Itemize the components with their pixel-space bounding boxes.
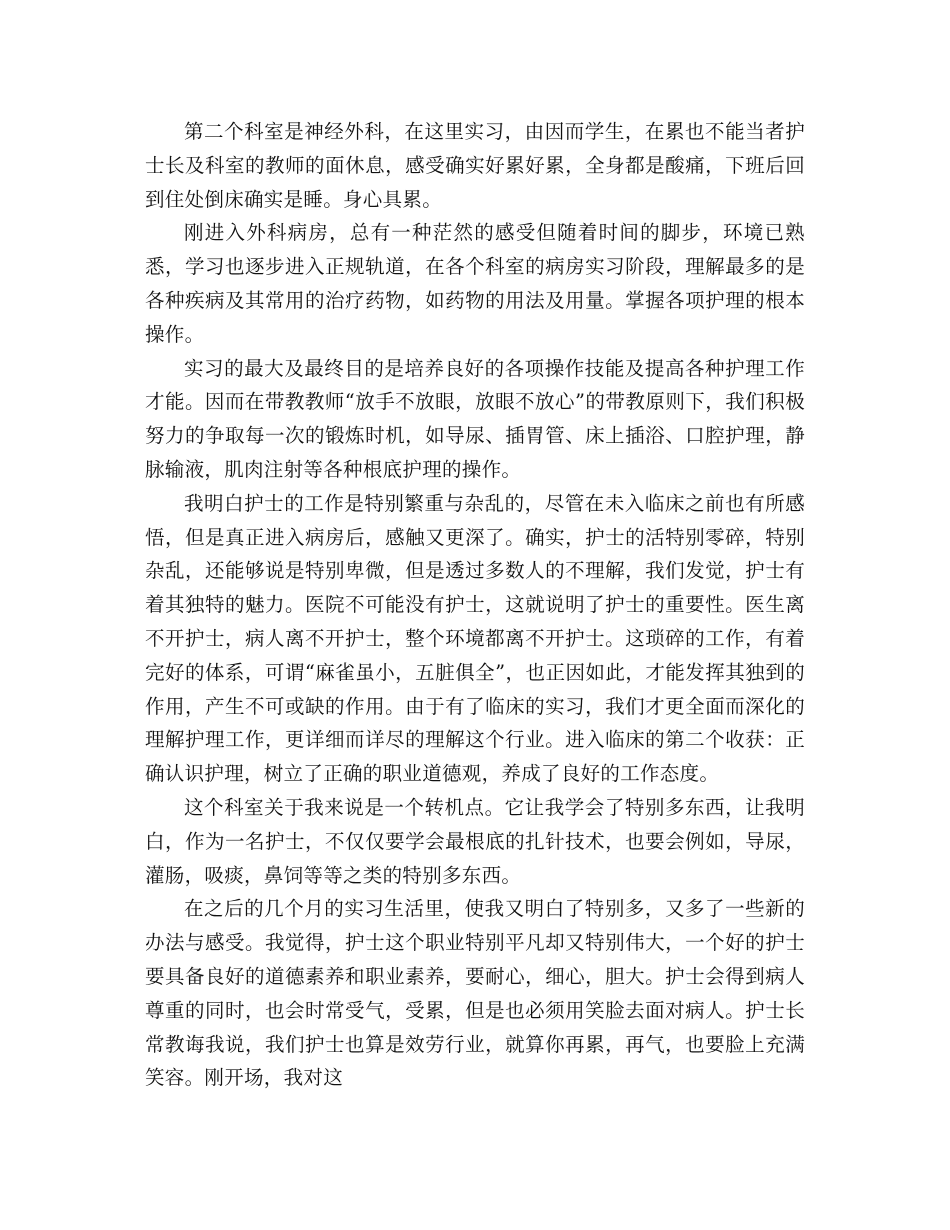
- document-body: [145, 115, 805, 1095]
- paragraph-3: 实习的最大及最终目的是培养良好的各项操作技能及提高各种护理工作才能。因而在带教教师“放手不放眼，放眼不放心”的带教原则下，我们积极努力的争取每一次的锻炼时机，如导尿、插胃管、床上插浴、口腔护理，静脉输液，肌肉注射等各种根底护理的操作。: [145, 356, 805, 481]
- paragraph-2: 刚进入外科病房，总有一种茫然的感受但随着时间的脚步，环境已熟悉，学习也逐步进入正规轨道，在各个科室的病房实习阶段，理解最多的是各种疾病及其常用的治疗药物，如药物的用法及用量。掌握各项护理的根本操作。: [145, 221, 805, 346]
- paragraph-1: 第二个科室是神经外科，在这里实习，由因而学生，在累也不能当者护士长及科室的教师的面休息，感受确实好累好累，全身都是酸痛，下班后回到住处倒床确实是睡。身心具累。: [145, 120, 805, 211]
- paragraph-6: 在之后的几个月的实习生活里，使我又明白了特别多，又多了一些新的办法与感受。我觉得，护士这个职业特别平凡却又特别伟大，一个好的护士要具备良好的道德素养和职业素养，要耐心，细心，胆大。护士会得到病人尊重的同时，也会时常受气，受累，但是也必须用笑脸去面对病人。护士长常教诲我说，我们护士也算是效劳行业，就算你再累，再气，也要脸上充满笑容。刚开场，我对这: [145, 897, 805, 1090]
- paragraph-4: 我明白护士的工作是特别繁重与杂乱的，尽管在未入临床之前也有所感悟，但是真正进入病房后，感触又更深了。确实，护士的活特别零碎，特别杂乱，还能够说是特别卑微，但是透过多数人的不理解，我们发觉，护士有着其独特的魅力。医院不可能没有护士，这就说明了护士的重要性。医生离不开护士，病人离不开护士，整个环境都离不开护士。这琐碎的工作，有着完好的体系，可谓“麻雀虽小，五脏俱全”，也正因如此，才能发挥其独到的作用，产生不可或缺的作用。由于有了临床的实习，我们才更全面而深化的理解护理工作，更详细而详尽的理解这个行业。进入临床的第二个收获：正确认识护理，树立了正确的职业道德观，养成了良好的工作态度。: [145, 491, 805, 786]
- paragraph-5: 这个科室关于我来说是一个转机点。它让我学会了特别多东西，让我明白，作为一名护士，不仅仅要学会最根底的扎针技术，也要会例如，导尿，灌肠，吸痰，鼻饲等等之类的特别多东西。: [145, 795, 805, 887]
